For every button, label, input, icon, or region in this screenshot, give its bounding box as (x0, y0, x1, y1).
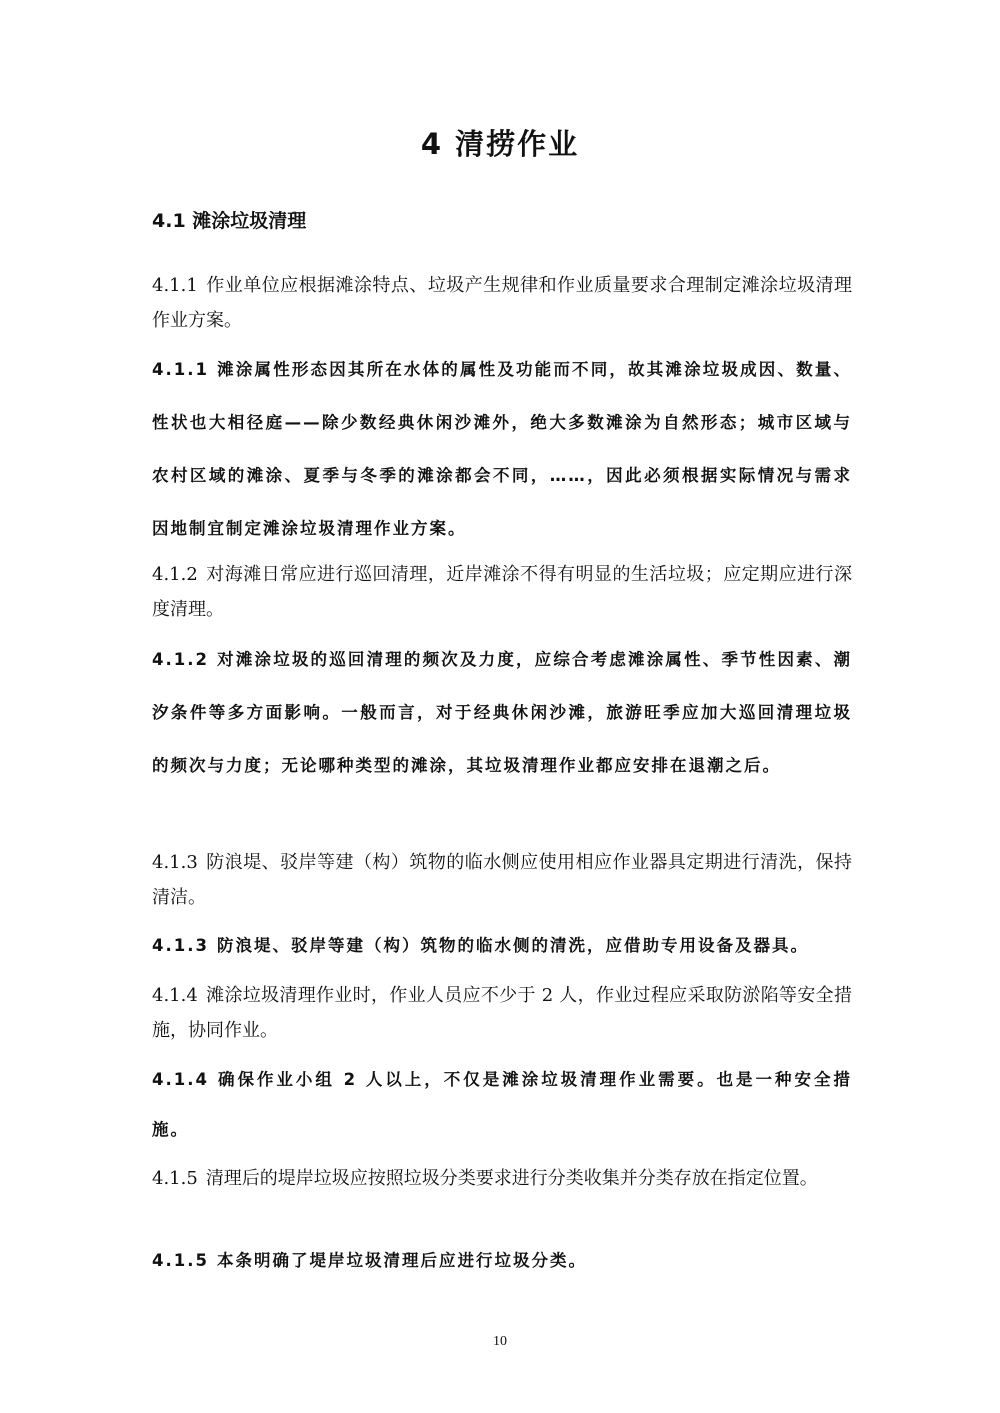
note-4-1-5 (152, 1243, 852, 1279)
clause-number: 4.1.3 (152, 852, 198, 873)
clause-number: 4.1.4 (152, 985, 198, 1006)
clause-text: 滩涂垃圾清理作业时，作业人员应不少于 2 人，作业过程应采取防淤陷等安全措施，协同作业。 (152, 985, 852, 1041)
note-number: 4.1.4 (152, 1070, 209, 1089)
note-number: 4.1.2 (152, 650, 209, 669)
clause-4-1-1 (152, 268, 852, 338)
clause-number: 4.1.2 (152, 564, 198, 585)
note-number: 4.1.1 (152, 360, 209, 379)
clause-text: 清理后的堤岸垃圾应按照垃圾分类要求进行分类收集并分类存放在指定位置。 (205, 1168, 818, 1189)
note-4-1-1 (152, 343, 852, 555)
note-text: 对滩涂垃圾的巡回清理的频次及力度，应综合考虑滩涂属性、季节性因素、潮汐条件等多方面影响。一般而言，对于经典休闲沙滩，旅游旺季应加大巡回清理垃圾的频次与力度；无论哪种类型的滩涂，其垃圾清理作业都应安排在退潮之后。 (152, 650, 852, 775)
note-number: 4.1.3 (152, 936, 209, 955)
chapter-title: 4 清捞作业 (420, 127, 580, 161)
note-text: 确保作业小组 2 人以上，不仅是滩涂垃圾清理作业需要。也是一种安全措施。 (152, 1070, 852, 1139)
clause-number: 4.1.5 (152, 1168, 198, 1189)
note-number: 4.1.5 (152, 1251, 209, 1270)
page-number: 10 (493, 1334, 507, 1349)
clause-4-1-2 (152, 557, 852, 627)
clause-text: 对海滩日常应进行巡回清理，近岸滩涂不得有明显的生活垃圾；应定期应进行深度清理。 (152, 564, 852, 620)
clause-number: 4.1.1 (152, 275, 198, 296)
note-4-1-4 (152, 1055, 852, 1155)
note-text: 本条明确了堤岸垃圾清理后应进行垃圾分类。 (216, 1251, 587, 1270)
clause-text: 作业单位应根据滩涂特点、垃圾产生规律和作业质量要求合理制定滩涂垃圾清理作业方案。 (152, 275, 852, 331)
section-title: 4.1 滩涂垃圾清理 (152, 210, 307, 232)
note-text: 滩涂属性形态因其所在水体的属性及功能而不同，故其滩涂垃圾成因、数量、性状也大相径庭——除少数经典休闲沙滩外，绝大多数滩涂为自然形态；城市区域与农村区域的滩涂、夏季与冬季的滩涂都会不同，……，因此必须根据实际情况与需求因地制宜制定滩涂垃圾清理作业方案。 (152, 360, 852, 538)
note-text: 防浪堤、驳岸等建（构）筑物的临水侧的清洗，应借助专用设备及器具。 (216, 936, 809, 955)
clause-4-1-3 (152, 845, 852, 915)
note-4-1-2 (152, 633, 852, 792)
clause-text: 防浪堤、驳岸等建（构）筑物的临水侧应使用相应作业器具定期进行清洗，保持清洁。 (152, 852, 852, 908)
note-4-1-3 (152, 928, 852, 964)
clause-4-1-5 (152, 1161, 852, 1196)
clause-4-1-4 (152, 978, 852, 1048)
